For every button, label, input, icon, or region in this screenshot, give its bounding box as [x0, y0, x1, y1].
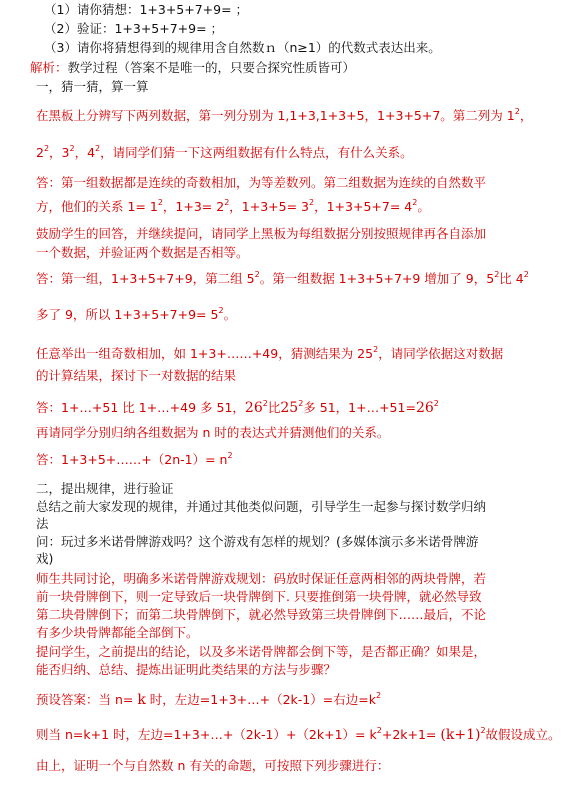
- answer-2-line-2: 多了 9，所以 $1+3+5+7+9= 5^2$。: [36, 306, 237, 322]
- paragraph-7: 再请同学分别归纳各组数据为 n 时的表达式并猜测他们的关系。: [36, 425, 390, 440]
- answer-1-line-1: 答：第一组数据都是连续的奇数相加，为等差数列。第二组数据为连续的自然数平: [36, 175, 487, 190]
- section-2-title: 二，提出规律，进行验证: [36, 481, 174, 496]
- paragraph-3-line-2: 一个数据，并验证两个数据是否相等。: [36, 245, 249, 260]
- question-2: （2）验证：1+3+5+7+9= ；: [44, 21, 224, 36]
- paragraph-10-line-1: 问：玩过多米诺骨牌游戏吗？这个游戏有怎样的规划？(多媒体演示多米诺骨牌游: [36, 534, 479, 549]
- conclusion-line: 由上，证明一个与自然数 n 有关的命题，可按照下列步骤进行：: [36, 758, 390, 773]
- paragraph-11-line-1: 师生共同讨论，明确多米诺骨牌游戏规划：码放时保证任意两相邻的两块骨牌，若: [36, 571, 487, 586]
- induction-step: 则当 n=k+1 时，左边=1+3+…+（2k-1）+（2k+1）= $k^2+2k+1= (k+1)^2$故假设成立。: [36, 726, 561, 743]
- paragraph-9-line-2: 法: [36, 516, 49, 531]
- paragraph-12-line-1: 提问学生，之前提出的结论，以及多米诺骨牌都会倒下等，是否都正确？如果是，: [36, 644, 487, 659]
- answer-4: 答：1+3+5+……+（2n-1）= $n^2$: [36, 451, 233, 467]
- paragraph-1-line-2: $2^2$，$3^2$，$4^2$，请同学们猜一下这两组数据有什么特点，有什么关系。: [36, 144, 413, 160]
- analysis-header: [30, 60, 355, 76]
- paragraph-11-line-4: 有多少块骨牌都能全部倒下。: [36, 625, 199, 640]
- paragraph-11-line-3: 第二块骨牌倒下；而第二块骨牌倒下，就必然导致第三块骨牌倒下……最后，不论: [36, 607, 487, 622]
- section-1-title: 一，猜一猜，算一算: [36, 79, 149, 94]
- paragraph-9-line-1: 总结之前大家发现的规律，并通过其他类似问题，引导学生一起参与探讨数学归纳: [36, 499, 487, 514]
- question-3: （3）请你将猜想得到的规律用含自然数ｎ（n≥1）的代数式表达出来。: [44, 40, 441, 55]
- paragraph-5-line-1: 任意举出一组奇数相加，如 1+3+……+49，猜测结果为 $25^2$，请同学依据这对数据: [36, 345, 504, 361]
- preset-answer: 预设答案：当 n= k 时，左边=1+3+…+（2k-1）=右边$=k^2$: [36, 691, 382, 708]
- analysis-label: 解析：: [30, 60, 68, 75]
- paragraph-3-line-1: 鼓励学生的回答，并继续提问，请同学上黑板为每组数据分别按照规律再各自添加: [36, 226, 487, 241]
- paragraph-10-line-2: 戏): [36, 551, 54, 566]
- answer-1-line-2: 方，他们的关系 $1= 1^2$，$1+3= 2^2$，$1+3+5= 3^2$，$1+3+5+7= 4^2$。: [36, 198, 430, 214]
- answer-2-line-1: 答：第一组，1+3+5+7+9，第二组 $5^2$。第一组数据 1+3+5+7+9 增加了 9，$5^2$比 $4^2$: [36, 270, 529, 286]
- answer-3: 答：1+…+51 比 1+…+49 多 51，$26^2$比$25^2$多 51，$1+\dots+51=26^2$: [36, 399, 439, 416]
- paragraph-12-line-2: 能否归纳、总结、提炼出证明此类结果的方法与步骤？: [36, 662, 337, 677]
- question-1: （1）请你猜想：1+3+5+7+9= ；: [44, 2, 249, 17]
- paragraph-11-line-2: 前一块骨牌倒下，则一定导致后一块骨牌倒下. 只要推倒第一块骨牌，就必然导致: [36, 589, 482, 604]
- analysis-intro: 教学过程（答案不是唯一的，只要合探究性质皆可）: [67, 60, 356, 75]
- paragraph-5-line-2: 的计算结果，探讨下一对数据的结果: [36, 368, 237, 383]
- paragraph-1-line-1: 在黑板上分辨写下两列数据，第一列分别为 1,1+3,1+3+5，1+3+5+7。第二列为 $1^2$，: [36, 107, 533, 123]
